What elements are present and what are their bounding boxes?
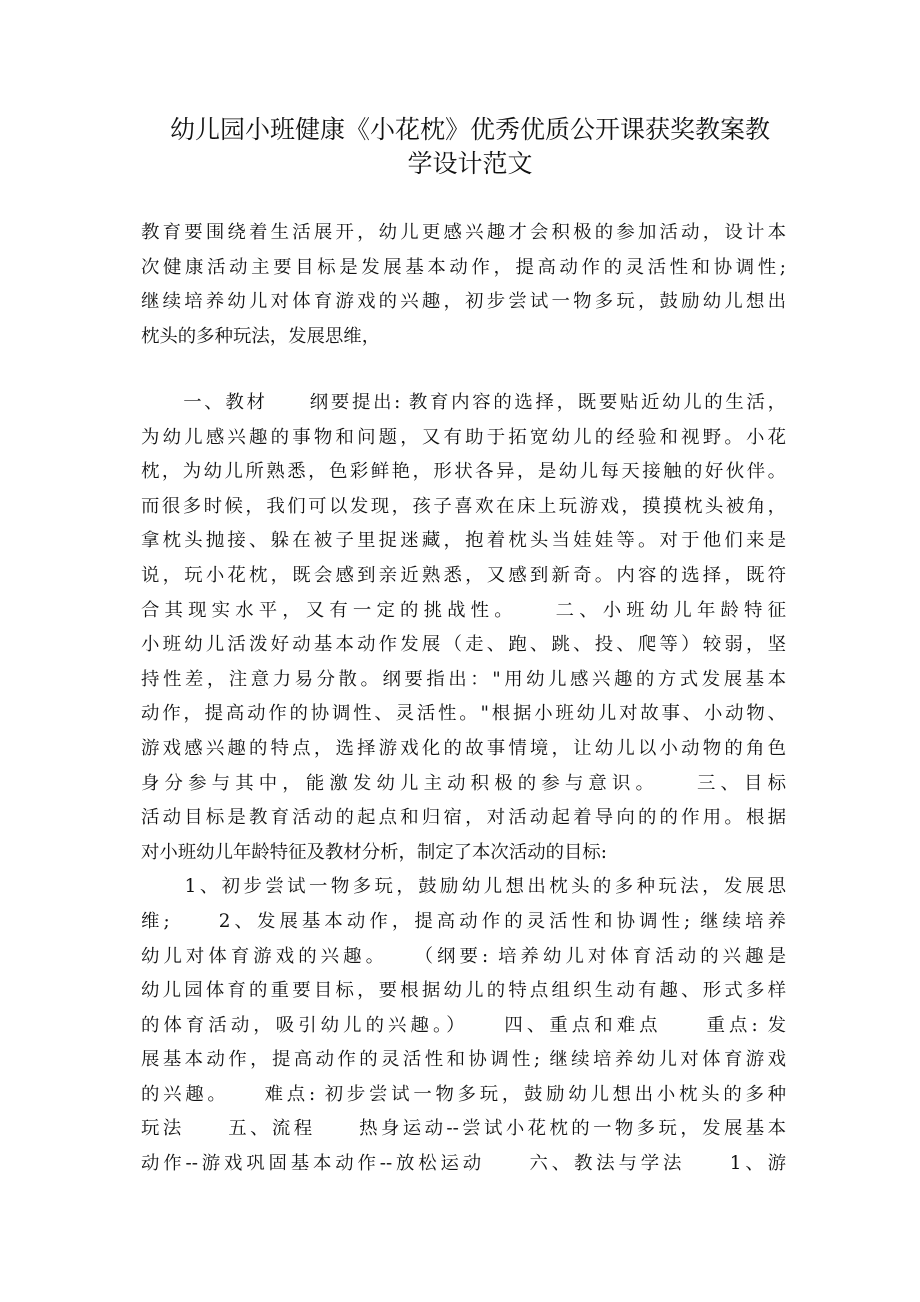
main-line: 对小班幼儿年龄特征及教材分析，制定了本次活动的目标:: [141, 841, 607, 863]
main-line: 合其现实水平，又有一定的挑战性。 二、小班幼儿年龄特征: [141, 599, 786, 621]
main-line: 展基本动作，提高动作的灵活性和协调性; 继续培养幼儿对体育游戏: [141, 1049, 786, 1071]
main-paragraph: [141, 386, 786, 1182]
main-line: 幼儿对体育游戏的兴趣。 （纲要: 培养幼儿对体育活动的兴趣是: [141, 945, 786, 967]
main-line: 而很多时候，我们可以发现，孩子喜欢在床上玩游戏，摸摸枕头被角，: [141, 495, 786, 517]
main-line: 为幼儿感兴趣的事物和问题，又有助于拓宽幼儿的经验和视野。小花: [141, 426, 786, 448]
main-line: 活动目标是教育活动的起点和归宿，对活动起着导向的的作用。根据: [141, 807, 786, 829]
main-line: 持性差，注意力易分散。纲要指出："用幼儿感兴趣的方式发展基本: [141, 668, 786, 690]
main-line: 1、初步尝试一物多玩，鼓励幼儿想出枕头的多种玩法，发展思: [141, 876, 786, 898]
title-line-1: 幼儿园小班健康《小花枕》优秀优质公开课获奖教案教: [169, 115, 770, 144]
main-line: 游戏感兴趣的特点，选择游戏化的故事情境，让幼儿以小动物的角色: [141, 737, 786, 759]
main-line: 枕，为幼儿所熟悉，色彩鲜艳，形状各异，是幼儿每天接触的好伙伴。: [141, 461, 786, 483]
main-line: 一、教材 纲要提出: 教育内容的选择，既要贴近幼儿的生活，: [141, 392, 786, 413]
main-line: 拿枕头抛接、躲在被子里捉迷藏，抱着枕头当娃娃等。对于他们来是: [141, 530, 786, 552]
page-title: [150, 113, 790, 181]
main-line: 的体育活动，吸引幼儿的兴趣。） 四、重点和难点 重点: 发: [141, 1014, 786, 1036]
main-line: 维; 2、发展基本动作，提高动作的灵活性和协调性; 继续培养: [141, 910, 786, 932]
main-line: 玩法 五、流程 热身运动--尝试小花枕的一物多玩，发展基本: [141, 1118, 786, 1140]
intro-line: 枕头的多种玩法，发展思维，: [141, 325, 381, 347]
main-line: 身分参与其中，能激发幼儿主动积极的参与意识。 三、目标: [141, 772, 786, 794]
intro-line: 继续培养幼儿对体育游戏的兴趣，初步尝试一物多玩，鼓励幼儿想出: [141, 291, 786, 313]
main-line: 的兴趣。 难点: 初步尝试一物多玩，鼓励幼儿想出小枕头的多种: [141, 1083, 786, 1105]
main-line: 动作--游戏巩固基本动作--放松运动 六、教法与学法 1、游: [141, 1153, 786, 1175]
main-line: 小班幼儿活泼好动基本动作发展（走、跑、跳、投、爬等）较弱，坚: [141, 634, 786, 656]
intro-line: 教育要围绕着生活展开，幼儿更感兴趣才会积极的参加活动，设计本: [141, 222, 786, 243]
main-line: 说，玩小花枕，既会感到亲近熟悉，又感到新奇。内容的选择，既符: [141, 564, 786, 586]
intro-paragraph: [141, 216, 786, 354]
title-line-2: 学设计范文: [407, 149, 533, 178]
main-line: 动作，提高动作的协调性、灵活性。"根据小班幼儿对故事、小动物、: [141, 703, 786, 725]
main-line: 幼儿园体育的重要目标，要根据幼儿的特点组织生动有趣、形式多样: [141, 980, 786, 1002]
intro-line: 次健康活动主要目标是发展基本动作，提高动作的灵活性和协调性;: [141, 256, 786, 278]
